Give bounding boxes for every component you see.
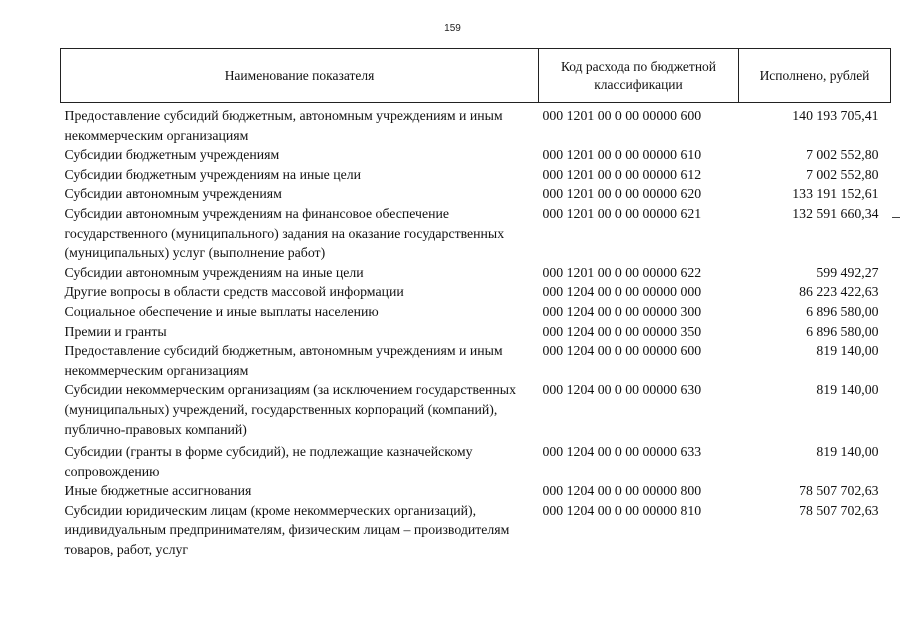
indicator-name-cell: Субсидии автономным учреждениям на иные цели bbox=[64, 264, 364, 280]
table-row bbox=[61, 501, 891, 560]
indicator-name-cell: Иные бюджетные ассигнования bbox=[64, 483, 252, 499]
table-row bbox=[61, 282, 891, 302]
budget-code-cell: 000 1204 00 0 00 00000 600 bbox=[542, 343, 702, 359]
budget-execution-table bbox=[60, 48, 891, 560]
page-number: 159 bbox=[444, 23, 461, 34]
margin-dash-mark bbox=[892, 217, 900, 218]
budget-code-cell: 000 1204 00 0 00 00000 633 bbox=[542, 444, 702, 460]
budget-code-cell: 000 1201 00 0 00 00000 600 bbox=[542, 108, 702, 123]
table-row bbox=[61, 380, 891, 439]
budget-code-cell: 000 1204 00 0 00 00000 000 bbox=[542, 284, 702, 300]
indicator-name-cell: Предоставление субсидий бюджетным, автономным учреждениям и иным некоммерческим организациям bbox=[64, 108, 503, 143]
table-row bbox=[61, 341, 891, 380]
header-executed-amount: Исполнено, рублей bbox=[739, 49, 891, 103]
amount-cell: 78 507 702,63 bbox=[799, 483, 879, 499]
table-row bbox=[61, 103, 891, 146]
amount-cell: 819 140,00 bbox=[816, 382, 879, 398]
indicator-name-cell: Субсидии некоммерческим организациям (за исключением государственных (муниципальных) учреждений, государственных корпораций (компаний), публично-правовых компаний) bbox=[64, 382, 516, 437]
budget-code-cell: 000 1204 00 0 00 00000 810 bbox=[542, 502, 702, 518]
indicator-name-cell: Субсидии бюджетным учреждениям bbox=[64, 147, 280, 163]
budget-code-cell: 000 1204 00 0 00 00000 630 bbox=[542, 382, 702, 398]
amount-cell: 86 223 422,63 bbox=[799, 284, 879, 300]
indicator-name-cell: Субсидии (гранты в форме субсидий), не подлежащие казначейскому сопровождению bbox=[64, 444, 473, 479]
indicator-name-cell: Предоставление субсидий бюджетным, автономным учреждениям и иным некоммерческим организациям bbox=[64, 343, 503, 378]
amount-cell: 7 002 552,80 bbox=[806, 147, 879, 163]
budget-code-cell: 000 1201 00 0 00 00000 612 bbox=[542, 166, 702, 182]
table-row bbox=[61, 481, 891, 501]
table-header bbox=[61, 49, 891, 103]
budget-code-cell: 000 1201 00 0 00 00000 610 bbox=[542, 147, 702, 163]
indicator-name-cell: Субсидии автономным учреждениям на финансовое обеспечение государственного (муниципального) задания на оказание государственных (муниципальных) услуг (выполнение работ) bbox=[64, 205, 505, 261]
amount-cell: 78 507 702,63 bbox=[799, 502, 879, 518]
amount-cell: 6 896 580,00 bbox=[806, 323, 879, 339]
header-row bbox=[61, 49, 891, 103]
table-row bbox=[61, 263, 891, 283]
amount-cell: 6 896 580,00 bbox=[806, 303, 879, 319]
table-row bbox=[61, 204, 891, 263]
indicator-name-cell: Субсидии юридическим лицам (кроме некоммерческих организаций), индивидуальным предпринимателям, физическим лицам – производителям товаров, работ, услуг bbox=[64, 502, 510, 558]
budget-code-cell: 000 1201 00 0 00 00000 621 bbox=[542, 205, 702, 221]
indicator-name-cell: Субсидии автономным учреждениям bbox=[64, 186, 282, 202]
indicator-name-cell: Премии и гранты bbox=[64, 323, 167, 339]
table-row bbox=[61, 322, 891, 342]
table-row bbox=[61, 184, 891, 204]
amount-cell: 819 140,00 bbox=[816, 343, 879, 359]
amount-cell: 133 191 152,61 bbox=[792, 186, 879, 202]
indicator-name-cell: Социальное обеспечение и иные выплаты населению bbox=[64, 303, 379, 319]
budget-code-cell: 000 1204 00 0 00 00000 300 bbox=[542, 303, 702, 319]
amount-cell: 819 140,00 bbox=[816, 444, 879, 460]
table-row bbox=[61, 302, 891, 322]
budget-code-cell: 000 1201 00 0 00 00000 622 bbox=[542, 264, 702, 280]
budget-code-cell: 000 1204 00 0 00 00000 350 bbox=[542, 323, 702, 339]
amount-cell: 140 193 705,41 bbox=[792, 108, 879, 123]
header-budget-code: Код расхода по бюджетной классификации bbox=[539, 49, 739, 103]
budget-code-cell: 000 1201 00 0 00 00000 620 bbox=[542, 186, 702, 202]
header-indicator-name: Наименование показателя bbox=[61, 49, 539, 103]
table-row bbox=[61, 165, 891, 185]
indicator-name-cell: Субсидии бюджетным учреждениям на иные цели bbox=[64, 166, 361, 182]
amount-cell: 599 492,27 bbox=[816, 264, 879, 280]
indicator-name-cell: Другие вопросы в области средств массовой информации bbox=[64, 284, 404, 300]
budget-code-cell: 000 1204 00 0 00 00000 800 bbox=[542, 483, 702, 499]
amount-cell: 7 002 552,80 bbox=[806, 166, 879, 182]
table-row bbox=[61, 439, 891, 481]
amount-cell: 132 591 660,34 bbox=[792, 205, 879, 221]
table-body bbox=[61, 103, 891, 560]
table-row bbox=[61, 145, 891, 165]
